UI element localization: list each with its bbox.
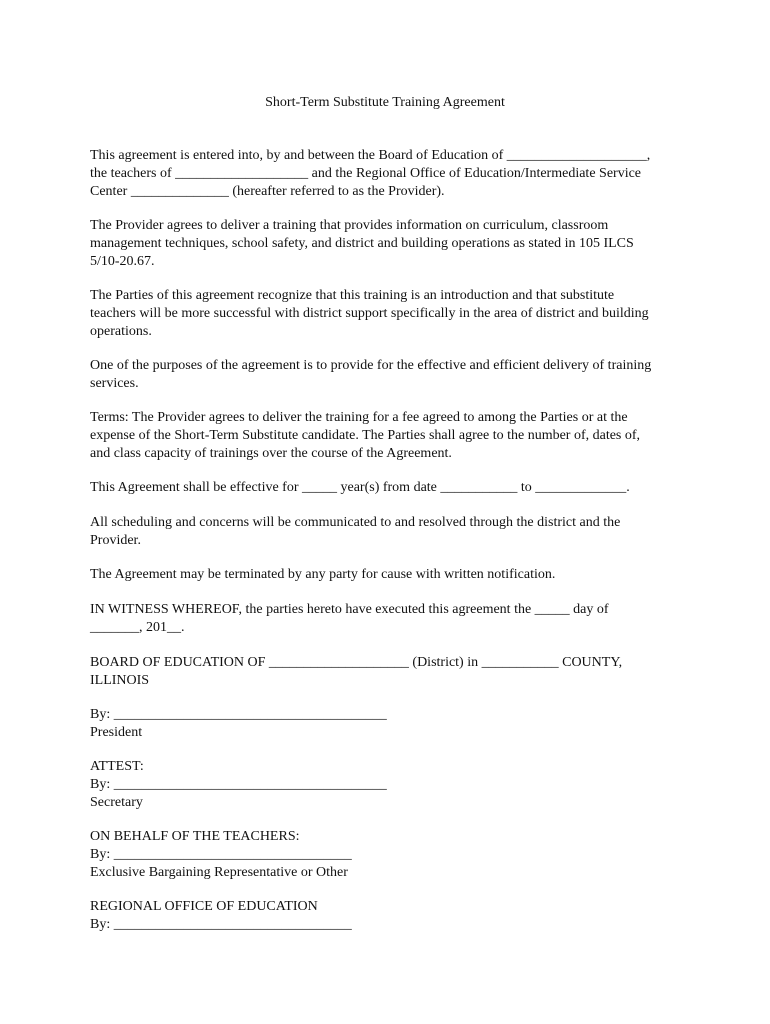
paragraph-witness — [90, 601, 690, 637]
signature-role: Secretary — [90, 795, 143, 810]
paragraph-line: expense of the Short-Term Substitute candidate. The Parties shall agree to the number of, dates of, — [90, 428, 641, 443]
signature-heading: REGIONAL OFFICE OF EDUCATION — [90, 899, 318, 914]
paragraph-terms — [90, 409, 690, 463]
signature-line: By: _______________________________________ — [90, 777, 387, 792]
signature-heading: ATTEST: — [90, 759, 144, 774]
paragraph-termination — [90, 566, 690, 584]
signature-line: By: __________________________________ — [90, 917, 352, 932]
paragraph-line: All scheduling and concerns will be communicated to and resolved through the district and the — [90, 515, 621, 530]
paragraph-line: This Agreement shall be effective for _____ year(s) from date ___________ to _____________. — [90, 480, 630, 495]
signature-role: Exclusive Bargaining Representative or Other — [90, 865, 348, 880]
signature-line: By: __________________________________ — [90, 847, 352, 862]
signature-heading: ON BEHALF OF THE TEACHERS: — [90, 829, 300, 844]
paragraph-line: This agreement is entered into, by and between the Board of Education of ____________________, — [90, 148, 651, 163]
paragraph-recognition — [90, 287, 690, 341]
signature-block-attest — [90, 758, 690, 812]
paragraph-line: the teachers of ___________________ and the Regional Office of Education/Intermediate Service — [90, 166, 642, 181]
paragraph-line: services. — [90, 376, 139, 391]
paragraph-training — [90, 217, 690, 271]
paragraph-line: The Agreement may be terminated by any party for cause with written notification. — [90, 567, 556, 582]
paragraph-line: Terms: The Provider agrees to deliver the training for a fee agreed to among the Parties or at the — [90, 410, 628, 425]
paragraph-line: 5/10-20.67. — [90, 254, 155, 269]
signature-block-regional-office — [90, 898, 690, 934]
paragraph-line: and class capacity of trainings over the course of the Agreement. — [90, 446, 452, 461]
paragraph-effective-period — [90, 479, 690, 497]
paragraph-line: Provider. — [90, 533, 141, 548]
paragraph-line: BOARD OF EDUCATION OF ____________________ (District) in ___________ COUNTY, — [90, 655, 623, 670]
paragraph-line: One of the purposes of the agreement is to provide for the effective and efficient delivery of training — [90, 358, 652, 373]
paragraph-line: The Parties of this agreement recognize that this training is an introduction and that substitute — [90, 288, 615, 303]
signature-block-teachers — [90, 828, 690, 882]
paragraph-line: Center ______________ (hereafter referred to as the Provider). — [90, 184, 445, 199]
paragraph-line: _______, 201__. — [90, 620, 185, 635]
paragraph-scheduling — [90, 514, 690, 550]
signature-line: By: _______________________________________ — [90, 707, 387, 722]
paragraph-line: The Provider agrees to deliver a training that provides information on curriculum, classroom — [90, 218, 609, 233]
paragraph-line: management techniques, school safety, and district and building operations as stated in 105 ILCS — [90, 236, 634, 251]
signature-role: President — [90, 725, 143, 740]
paragraph-purpose — [90, 357, 690, 393]
paragraph-line: teachers will be more successful with district support specifically in the area of district and building — [90, 306, 649, 321]
paragraph-line: IN WITNESS WHEREOF, the parties hereto have executed this agreement the _____ day of — [90, 602, 609, 617]
paragraph-line: operations. — [90, 324, 152, 339]
paragraph-line: ILLINOIS — [90, 673, 150, 688]
document-title: Short-Term Substitute Training Agreement — [265, 95, 505, 110]
paragraph-parties — [90, 147, 690, 201]
paragraph-board — [90, 654, 690, 690]
signature-block-president — [90, 706, 690, 742]
